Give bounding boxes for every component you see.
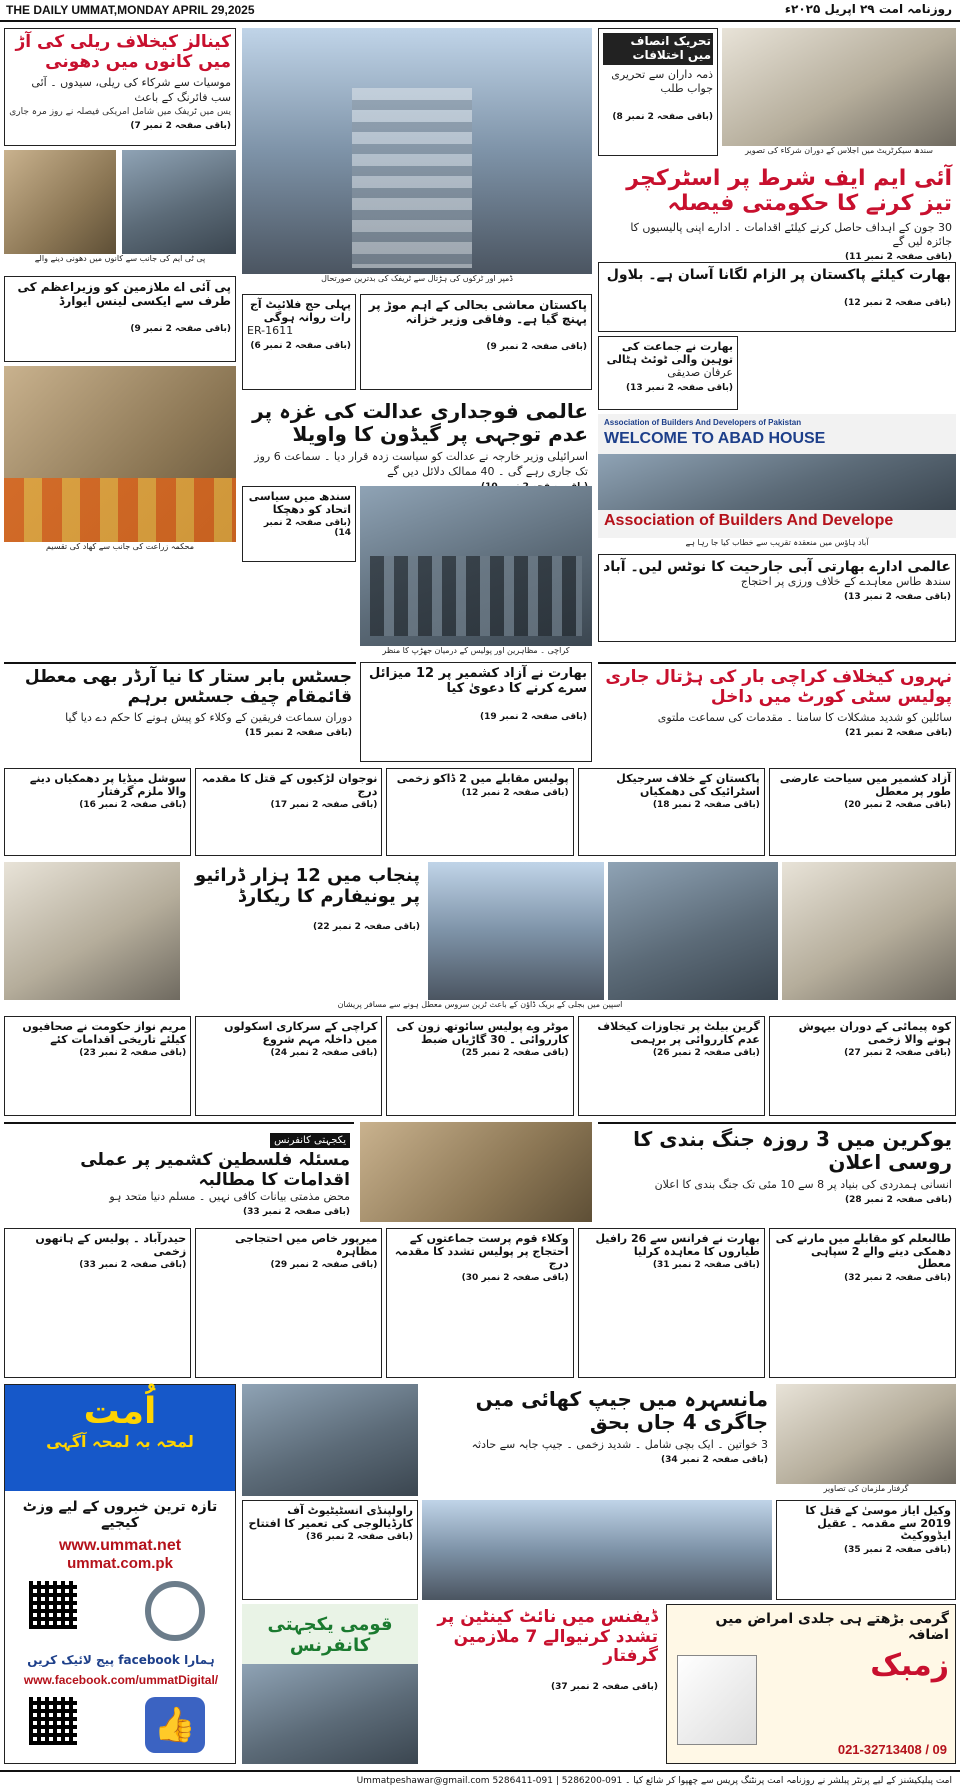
- conference-photo: [360, 1122, 592, 1222]
- row-lower-headline: کراچی کے سرکاری اسکولوں میں داخلہ مہم شروع: [224, 1020, 378, 1046]
- justice-headline: جسٹس بابر ستار کا نیا آرڈر بھی معطل قائمقام چیف جسٹس برہم: [24, 667, 352, 707]
- masthead-date-english: THE DAILY UMMAT,MONDAY APRIL 29,2025: [6, 3, 255, 17]
- unity-banner: قومی یکجہتی کانفرنس: [267, 1614, 393, 1656]
- row-lower-item: [195, 1016, 382, 1116]
- economy-more: (باقی صفحہ 2 نمبر 9): [486, 341, 587, 352]
- palestine-news: [4, 1122, 354, 1222]
- highcourt-sub: سائلین کو شدید مشکلات کا سامنا ۔ مقدمات کی سماعت ملتوی: [657, 711, 952, 725]
- top-left-news: [4, 28, 236, 146]
- tehreek-sub: ذمہ داران سے تحریری جواب طلب: [611, 67, 713, 96]
- top-left-more: (باقی صفحہ 2 نمبر 7): [130, 120, 231, 131]
- top-left-headline: کینالز کیخلاف ریلی کی آڑ میں کانوں میں دھونی: [15, 32, 231, 72]
- row-mid-more: (باقی صفحہ 2 نمبر 12): [461, 787, 569, 798]
- meeting-photo: [722, 28, 956, 146]
- tehreek-news: [598, 28, 718, 156]
- unity-photo: [242, 1604, 418, 1764]
- row-mid-more: (باقی صفحہ 2 نمبر 18): [652, 800, 760, 811]
- lawyers-headline: وکیل ایاز موسیٰ کے قتل کا 2019 سے مقدمہ ۔ عقیل ایڈووکیٹ: [805, 1504, 951, 1543]
- mansehra-headline: مانسہرہ میں جیپ کھائی میں جاگری 4 جاں بحق: [475, 1387, 768, 1434]
- row-lower-headline: گرین بیلٹ پر تجاوزات کیخلاف عدم کارروائی پر برہمی: [597, 1020, 760, 1046]
- fertilizer-bags: [4, 478, 236, 542]
- lawyers-news: [776, 1500, 956, 1600]
- meeting-caption: سندھ سیکرٹریٹ میں اجلاس کے دوران شرکاء کی تصویر: [722, 146, 956, 158]
- row-bottom-more: (باقی صفحہ 2 نمبر 32): [844, 1272, 952, 1283]
- defence-more: (باقی صفحہ 2 نمبر 37): [551, 1681, 658, 1692]
- bus-caption: اسپین میں بجلی کے بریک ڈاؤن کے باعث ٹرین سروس معطل ہونے سے مسافر پریشان: [4, 1000, 956, 1012]
- aapi-headline: عالمی ادارے بھارتی آبی جارحیت کا نوٹس لیں۔ آباد: [603, 559, 951, 575]
- row-bottom-item: [4, 1228, 191, 1378]
- row-lower-item: [386, 1016, 573, 1116]
- economy-news: [360, 294, 592, 390]
- justice-news: [4, 662, 356, 762]
- row-mid-headline: سوشل میڈیا پر دھمکیاں دینے والا ملزم گرفتار: [29, 772, 187, 798]
- zambak-ad: [666, 1604, 956, 1764]
- palestine-headline: مسئلہ فلسطین کشمیر پر عملی اقدامات کا مطالبہ: [80, 1150, 350, 1190]
- highcourt-more: (باقی صفحہ 2 نمبر 21): [845, 727, 952, 738]
- zambak-brand: زمبک: [870, 1648, 949, 1684]
- zambak-phone: 021-32713408 / 09: [837, 1742, 947, 1757]
- zambak-headline: گرمی بڑھتے ہی جلدی امراض میں اضافہ: [715, 1611, 949, 1644]
- police-crowd: [370, 556, 582, 636]
- row-lower-item: [578, 1016, 765, 1116]
- facebook-qr-icon: [29, 1697, 77, 1745]
- row-bottom-headline: طالبعلم کو مقابلے میں مارنے کی دھمکی دینے والے 2 سپاہی معطل: [775, 1232, 952, 1271]
- highcourt-headline: نہروں کیخلاف کراچی بار کی ہڑتال جاری پولیس سٹی کورٹ میں داخل: [605, 667, 952, 707]
- icj-headline: عالمی فوجداری عدالت کی غزہ پر عدم توجہی پر گیڈون کا واویلا: [252, 399, 588, 446]
- palestine-more: (باقی صفحہ 2 نمبر 33): [243, 1206, 350, 1217]
- row-bottom-headline: بھارت نے فرانس سے 26 رافیل طیاروں کا معاہدہ کرلیا: [595, 1232, 760, 1258]
- delegation-photo: [422, 1500, 772, 1600]
- facebook-label: ہمارا facebook پیج لائیک کریں: [27, 1653, 215, 1667]
- punjab-headline: پنجاب میں 12 ہزار ڈرائیو پر یونیفارم کا ریکارڈ: [195, 865, 420, 907]
- row-bottom-more: (باقی صفحہ 2 نمبر 33): [79, 1260, 187, 1271]
- top-left-sub1: موسیات سے شرکاء کی ریلی، سیدوں ۔ آئی سب فائرنگ کے باعث: [31, 76, 231, 104]
- top-left-sub2: یس میں ٹریفک میں شامل امریکی فیصلہ نے روز مرہ جاری: [9, 106, 231, 117]
- abad-banner-welcome: WELCOME TO ABAD HOUSE: [604, 430, 826, 447]
- abad-photo: [598, 414, 956, 538]
- abad-caption: آباد ہاؤس میں منعقدہ تقریب سے خطاب کیا جا رہا ہے: [598, 538, 956, 550]
- irfan-news: [598, 336, 738, 410]
- row-mid-item: [386, 768, 573, 856]
- zambak-product-icon: [677, 1655, 757, 1745]
- sindh-news: [242, 486, 356, 562]
- defence-headline: ڈیفنس میں نائٹ کینٹین پر تشدد کرنیوالے 7 ملازمین گرفتار: [437, 1607, 658, 1667]
- icj-sub: اسرائیلی وزیر خارجہ نے عدالت کو سیاست زدہ قرار دیا ۔ سماعت 6 روز تک جاری رہے گی ۔ 40 ممالک دلائل دیں گے: [254, 450, 588, 478]
- defence-news: [422, 1604, 662, 1764]
- bilawal-more: (باقی صفحہ 2 نمبر 12): [844, 298, 951, 309]
- row-bottom-item: [769, 1228, 956, 1378]
- police-photo: [360, 486, 592, 646]
- row-mid-more: (باقی صفحہ 2 نمبر 20): [844, 800, 952, 811]
- hajj-news: [242, 294, 356, 390]
- sindh-more: (باقی صفحہ 2 نمبر 14): [263, 518, 351, 539]
- row-bottom-item: [195, 1228, 382, 1378]
- hospital-headline: راولپنڈی انسٹیٹیوٹ آف کارڈیالوجی کی تعمیر کا افتتاح: [248, 1504, 413, 1530]
- ummat-ad-banner: [5, 1385, 235, 1491]
- highcourt-news: [598, 662, 956, 762]
- ummat-tagline: لمحہ بہ لمحہ آگہی: [46, 1432, 194, 1451]
- hajj-headline: پہلی حج فلائیٹ آج رات روانہ ہوگی: [249, 298, 351, 324]
- imf-sub: 30 جون کے اہداف حاصل کرنے کیلئے اقدامات ۔ ادارے اپنی پالیسیوں کا جائزہ لیں گے: [630, 220, 952, 249]
- kashmir-missile-news: [360, 662, 592, 762]
- kashmir-missile-more: (باقی صفحہ 2 نمبر 19): [480, 711, 587, 722]
- row-mid-headline: پاکستان کے خلاف سرجیکل اسٹرائیک کی دھمکیاں: [616, 772, 760, 798]
- ukraine-headline: یوکرین میں 3 روزہ جنگ بندی کا روسی اعلان: [633, 1127, 952, 1174]
- protest-photo: [242, 1384, 418, 1496]
- row-lower-item: [769, 1016, 956, 1116]
- justice-sub: دوران سماعت فریقین کے وکلاء کو پیش ہونے کا حکم دے دیا گیا: [65, 711, 352, 725]
- row-bottom-more: (باقی صفحہ 2 نمبر 31): [652, 1260, 760, 1271]
- masthead: [0, 0, 960, 22]
- ummat-visit-line: تازہ ترین خبروں کے لیے وزٹ کیجیے: [22, 1499, 218, 1531]
- abad-people: [598, 454, 956, 510]
- row-lower-headline: کوہ پیمائی کے دوران بیہوش ہونے والا زخمی: [798, 1020, 952, 1046]
- punjab-news: [184, 862, 424, 1000]
- ukraine-sub: انسانی ہمدردی کی بنیاد پر 8 سے 10 مئی تک جنگ بندی کا اعلان: [654, 1178, 952, 1191]
- award-photo: [4, 150, 116, 254]
- row-lower-more: (باقی صفحہ 2 نمبر 25): [461, 1048, 569, 1059]
- qr-code-icon: [29, 1581, 77, 1629]
- row-bottom-item: [386, 1228, 573, 1378]
- tehreek-headline: تحریک انصاف میں اختلافات: [603, 33, 713, 65]
- icj-news: [242, 396, 592, 482]
- imf-news: [598, 162, 956, 263]
- row-mid-item: [578, 768, 765, 856]
- train-photo: [608, 862, 778, 1000]
- magnifier-icon: [145, 1581, 205, 1641]
- masthead-date-urdu: روزنامہ امت ۲۹ اپریل ۲۰۲۵ء: [784, 2, 952, 16]
- row-mid-headline: آزاد کشمیر میں سیاحت عارضی طور پر معطل: [779, 772, 952, 798]
- row-bottom: [4, 1228, 956, 1378]
- row-bottom-headline: حیدرآباد ۔ پولیس کے ہاتھوں زخمی: [35, 1232, 187, 1258]
- economy-headline: پاکستان معاشی بحالی کے اہم موڑ پر پہنچ گیا ہے۔ وفاقی وزیر خزانہ: [368, 298, 587, 326]
- pia-more: (باقی صفحہ 2 نمبر 9): [130, 323, 231, 334]
- ukraine-more: (باقی صفحہ 2 نمبر 28): [845, 1194, 952, 1205]
- imf-headline: آئی ایم ایف شرط پر اسٹرکچر تیز کرنے کا حکومتی فیصلہ: [626, 166, 952, 217]
- agriculture-photo-caption: محکمہ زراعت کی جانب سے کھاد کی تقسیم: [4, 542, 236, 554]
- mansehra-news: [422, 1384, 772, 1496]
- imf-more: (باقی صفحہ 2 نمبر 11): [845, 252, 952, 263]
- ummat-logo: اُمت: [83, 1391, 157, 1432]
- ummat-url1[interactable]: www.ummat.net: [58, 1537, 182, 1554]
- punjab-group-photo: [4, 862, 180, 1000]
- row-lower-item: [4, 1016, 191, 1116]
- hospital-news: [242, 1500, 418, 1600]
- suspects-caption: گرفتار ملزمان کی تصاویر: [776, 1484, 956, 1496]
- row-lower-headline: موٹر وے پولیس سائوتھ زون کی کارروائی ۔ 30 گاڑیاں ضبط: [396, 1020, 569, 1046]
- traffic-photo: [242, 28, 592, 274]
- ummat-url2[interactable]: ummat.com.pk: [67, 1555, 173, 1572]
- row-lower: [4, 1016, 956, 1116]
- row-bottom-more: (باقی صفحہ 2 نمبر 30): [461, 1272, 569, 1283]
- hajj-flight: ER-1611: [247, 324, 294, 338]
- palestine-tag: یکجہتی کانفرنس: [270, 1133, 350, 1148]
- police-photo-caption: کراچی ۔ مظاہرین اور پولیس کے درمیان جھڑپ کا منظر: [360, 646, 592, 658]
- row-mid-headline: پولیس مقابلے میں 2 ڈاکو زخمی: [396, 772, 569, 785]
- aapi-sub: سندھ طاس معاہدے کے خلاف ورزی پر احتجاج: [740, 575, 951, 589]
- aapi-more: (باقی صفحہ 2 نمبر 13): [844, 591, 951, 602]
- ummat-ad: [4, 1384, 236, 1764]
- row-lower-headline: مریم نواز حکومت نے صحافیوں کیلئے تاریخی اقدامات کئے: [22, 1020, 187, 1046]
- row-lower-more: (باقی صفحہ 2 نمبر 23): [79, 1048, 187, 1059]
- portrait-photo: [122, 150, 236, 254]
- row-lower-more: (باقی صفحہ 2 نمبر 26): [652, 1048, 760, 1059]
- mansehra-sub: 3 خواتین ۔ ایک بچی شامل ۔ شدید زخمی ۔ جیپ جابہ سے حادثہ: [471, 1438, 768, 1451]
- ukraine-news: [598, 1122, 956, 1222]
- irfan-headline: بھارت نے جماعت کی توہین والی ٹوئٹ ہٹالی: [606, 340, 733, 366]
- kashmir-missile-headline: بھارت نے آزاد کشمیر پر 12 میزائل سرے کرنے کا دعویٰ کیا: [369, 666, 587, 696]
- traffic-vehicles: [352, 88, 472, 268]
- irfan-more: (باقی صفحہ 2 نمبر 13): [626, 383, 733, 394]
- agriculture-photo: [4, 366, 236, 542]
- top-left-photo-group: [4, 150, 236, 268]
- palestine-sub: محض مذمتی بیانات کافی نہیں ۔ مسلم دنیا متحد ہو: [109, 1190, 350, 1204]
- abad-banner-bottom: Association of Builders And Develope: [604, 512, 894, 529]
- row-mid-item: [769, 768, 956, 856]
- bilawal-news: [598, 262, 956, 332]
- row-bottom-headline: میرپور خاص میں احتجاجی مظاہرہ: [235, 1232, 378, 1258]
- row-mid-headline: نوجوان لڑکیوں کے قتل کا مقدمہ درج: [201, 772, 378, 798]
- page-footer: امت پبلیکیشنز کے لیے پرنٹر پبلشر نے روزنامہ امت پرنٹنگ پریس سے چھپوا کر شائع کیا ۔ 091-5286200 | 091-5286411 Ummatpeshawar@gmail.com: [0, 1770, 960, 1791]
- facebook-url[interactable]: www.facebook.com/ummatDigital/: [23, 1673, 219, 1687]
- row-mid-item: [4, 768, 191, 856]
- row-bottom-item: [578, 1228, 765, 1378]
- bilawal-headline: بھارت کیلئے پاکستان پر الزام لگانا آسان ہے۔ بلاول: [606, 267, 951, 283]
- unity-people: [242, 1664, 418, 1764]
- bus-photo: [428, 862, 604, 1000]
- justice-more: (باقی صفحہ 2 نمبر 15): [245, 727, 352, 738]
- row-bottom-headline: وکلاء قوم پرست جماعتوں کے احتجاج پر پولیس تشدد کا مقدمہ درج: [394, 1232, 569, 1271]
- aapi-news: [598, 554, 956, 642]
- hajj-more: (باقی صفحہ 2 نمبر 6): [250, 341, 351, 352]
- sindh-headline: سندھ میں سیاسی اتحاد کو دھچکا: [248, 490, 351, 516]
- lawyers-more: (باقی صفحہ 2 نمبر 35): [844, 1544, 951, 1555]
- row-mid-more: (باقی صفحہ 2 نمبر 17): [270, 800, 378, 811]
- hospital-more: (باقی صفحہ 2 نمبر 36): [306, 1532, 413, 1543]
- top-left-photo-caption: پی ٹی ایم کی جانب سے کانوں میں دھونی دینے والے: [4, 254, 236, 268]
- irfan-byline: عرفان صدیقی: [667, 366, 733, 380]
- row-lower-more: (باقی صفحہ 2 نمبر 24): [270, 1048, 378, 1059]
- punjab-more: (باقی صفحہ 2 نمبر 22): [313, 922, 420, 933]
- pia-news: [4, 276, 236, 362]
- tehreek-more: (باقی صفحہ 2 نمبر 8): [612, 112, 713, 123]
- row-mid: [4, 768, 956, 856]
- row-lower-more: (باقی صفحہ 2 نمبر 27): [844, 1048, 952, 1059]
- row-mid-item: [195, 768, 382, 856]
- traffic-photo-caption: ڈمپر اور ٹرکوں کی ہڑتال سے ٹریفک کی بدترین صورتحال: [242, 274, 592, 288]
- empty-shelves-photo: [782, 862, 956, 1000]
- thumbs-up-icon: 👍: [145, 1697, 205, 1753]
- suspects-photo: [776, 1384, 956, 1484]
- mansehra-more: (باقی صفحہ 2 نمبر 34): [661, 1454, 768, 1465]
- pia-headline: پی آئی اے ملازمین کو وزیراعظم کی طرف سے ایکسی لینس ایوارڈ: [17, 280, 231, 308]
- row-bottom-more: (باقی صفحہ 2 نمبر 29): [270, 1260, 378, 1271]
- row-mid-more: (باقی صفحہ 2 نمبر 16): [79, 800, 187, 811]
- abad-banner-top: Association of Builders And Developers of Pakistan: [604, 418, 802, 427]
